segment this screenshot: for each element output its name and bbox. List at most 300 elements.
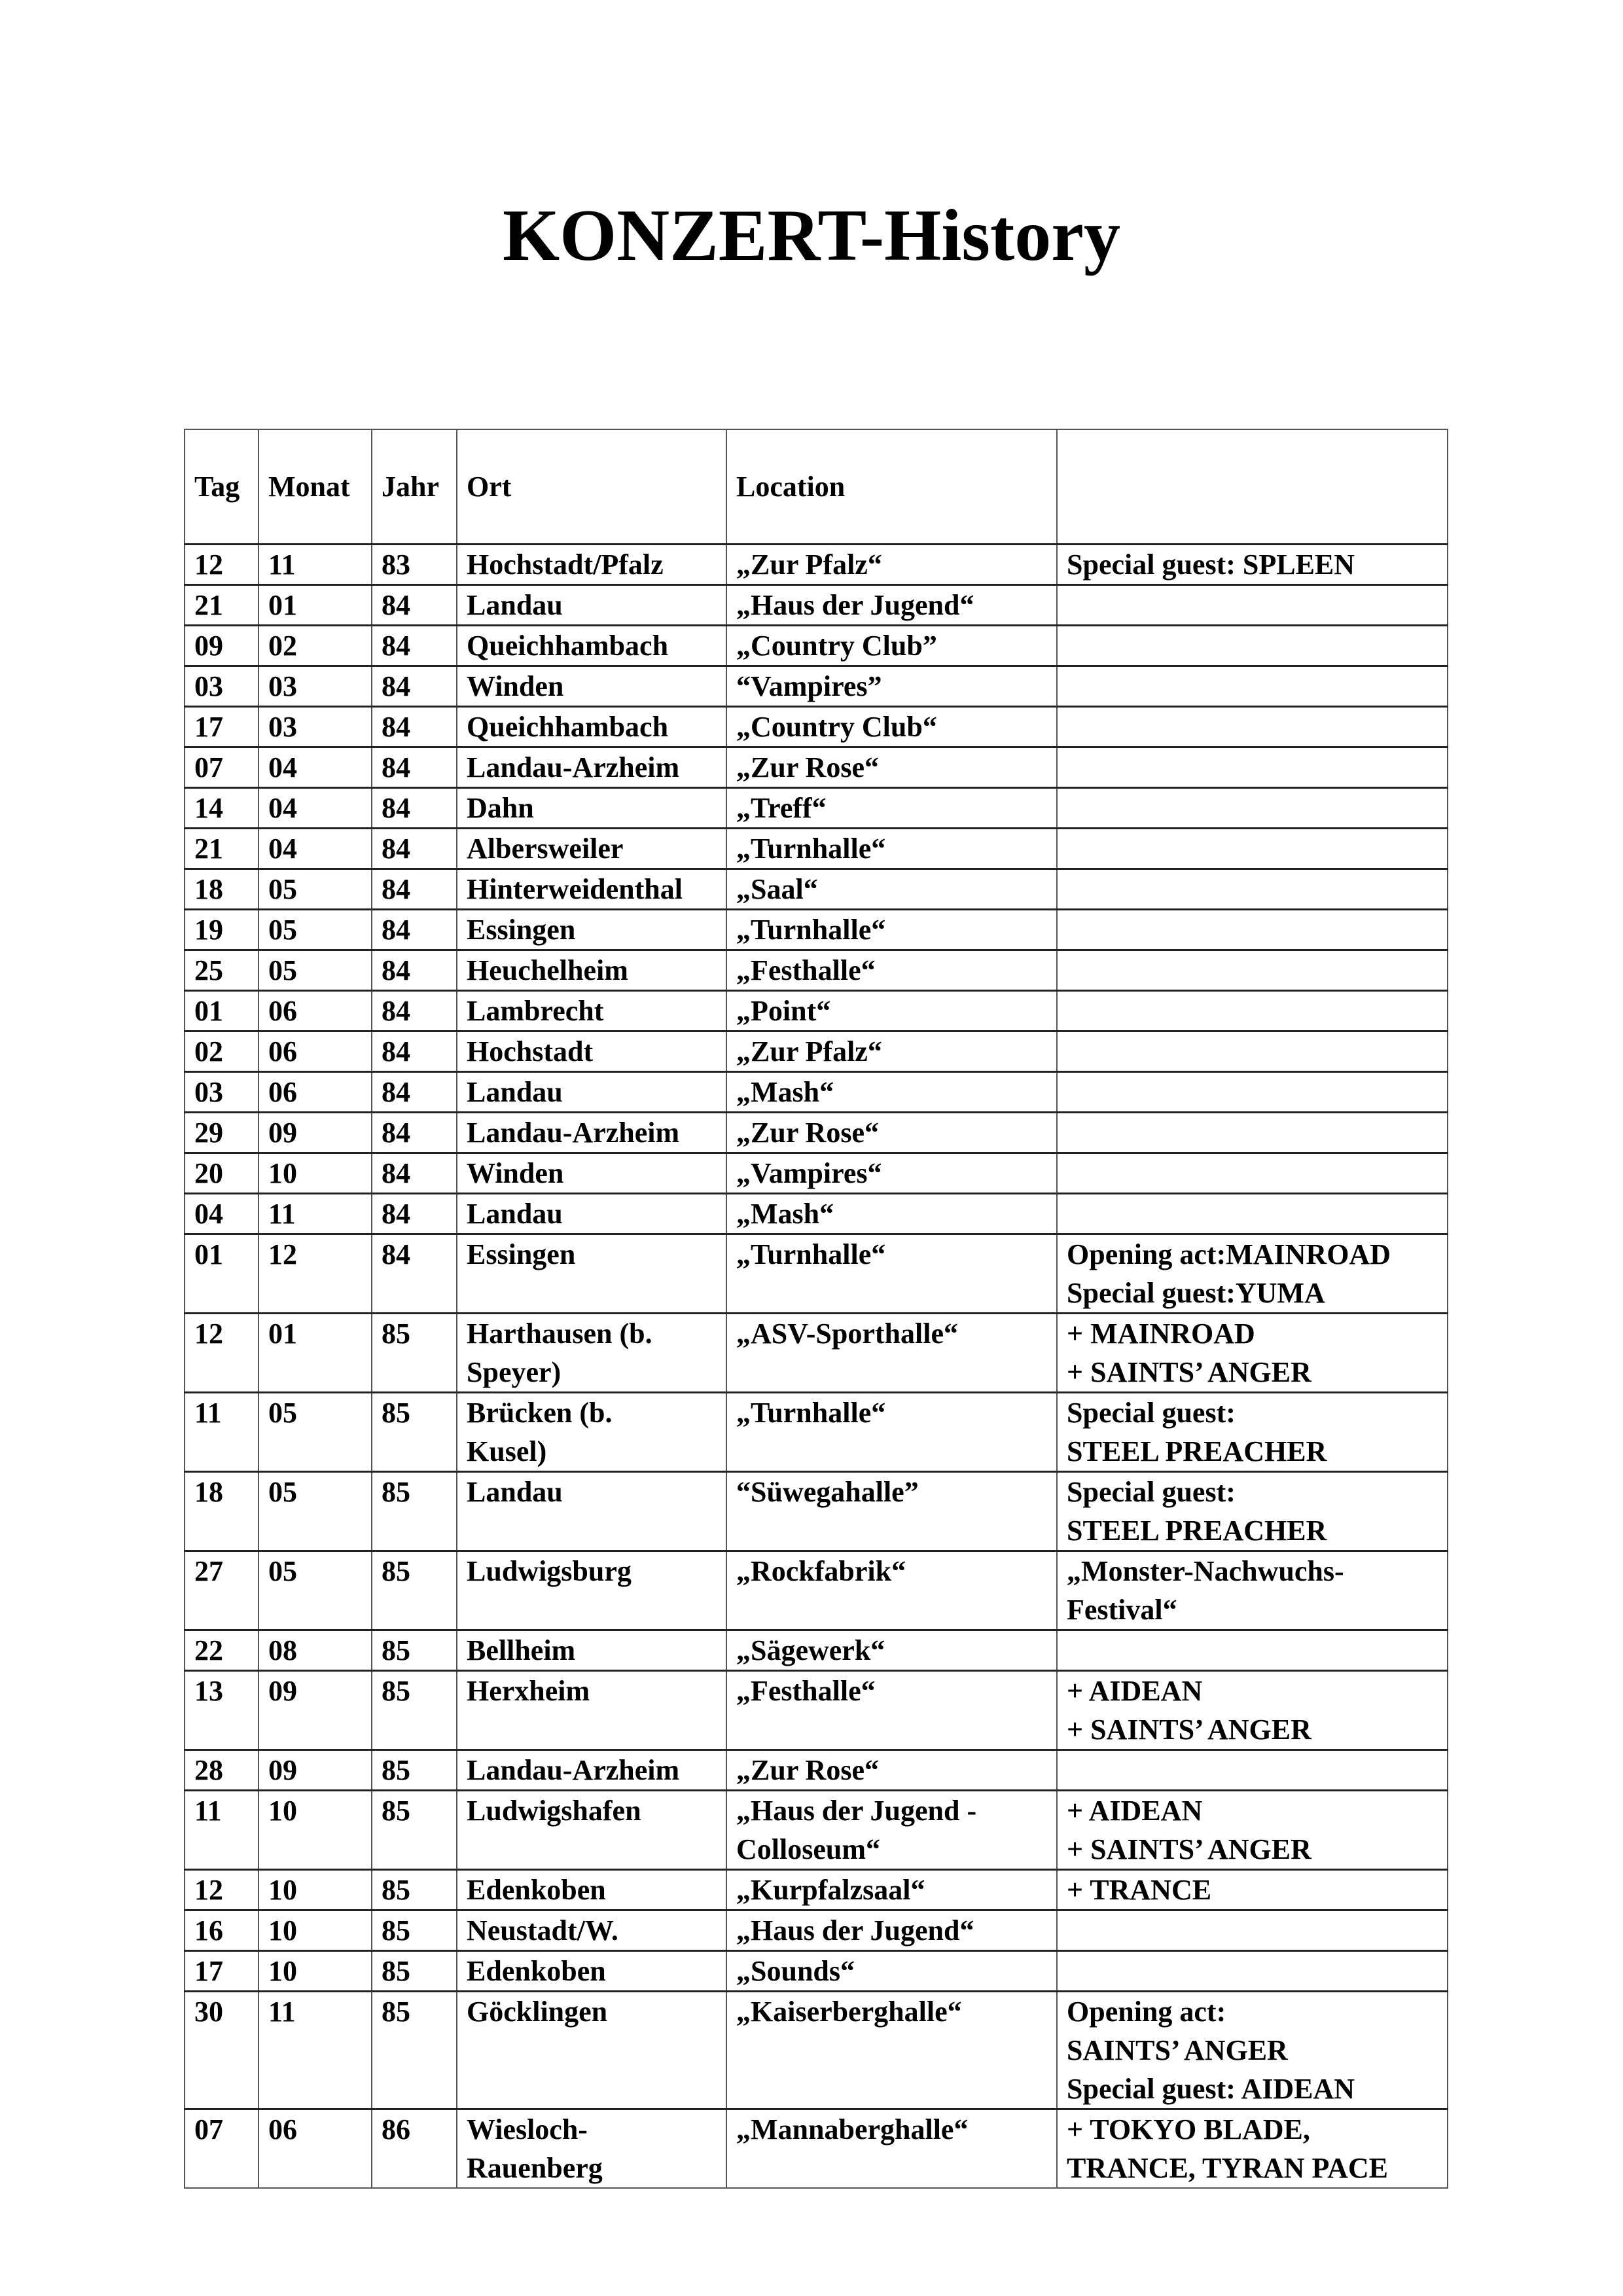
cell-location-text: „Kaiserberghalle“ [736,1996,962,2028]
cell-monat-text: 12 [268,1238,297,1270]
table-row [185,1551,1448,1630]
cell-jahr-text: 84 [382,1198,410,1230]
cell-jahr [372,1992,457,2109]
cell-jahr-text: 84 [382,792,410,824]
cell-location [726,788,1057,829]
cell-monat-text: 05 [268,1555,297,1587]
cell-monat [259,910,372,950]
cell-jahr [372,1194,457,1234]
cell-ort-text: Hochstadt [467,1035,594,1067]
cell-monat [259,1671,372,1750]
cell-monat-text: 11 [268,1996,296,2028]
cell-note-text: „Monster-Nachwuchs- [1067,1555,1344,1587]
cell-monat-text: 03 [268,670,297,702]
cell-location-text: „Zur Rose“ [736,751,879,783]
cell-tag-text: 18 [194,873,223,905]
cell-ort-text: Winden [467,1157,564,1189]
cell-monat-text: 06 [268,1076,297,1108]
cell-jahr-text: 84 [382,589,410,621]
cell-jahr [372,950,457,991]
cell-ort-text: Lambrecht [467,995,604,1027]
cell-note [1057,1951,1448,1992]
cell-monat [259,950,372,991]
cell-location [726,1472,1057,1551]
cell-note-text: Special guest: [1067,1476,1236,1508]
cell-location-text: „Point“ [736,995,831,1027]
cell-ort [457,1234,726,1314]
cell-monat-text: 09 [268,1754,297,1786]
cell-tag [185,829,259,869]
cell-jahr [372,1234,457,1314]
cell-tag [185,1472,259,1551]
cell-location [726,1630,1057,1671]
cell-tag-text: 21 [194,589,223,621]
header-location: Location [726,429,1057,545]
cell-ort-text: Albersweiler [467,833,624,865]
cell-monat [259,1951,372,1992]
cell-location-text: Colloseum“ [736,1833,880,1865]
cell-ort-text: Dahn [467,792,534,824]
cell-ort [457,1951,726,1992]
cell-ort-text: Neustadt/W. [467,1914,618,1946]
cell-ort-text: Rauenberg [467,2152,603,2184]
cell-tag [185,666,259,707]
table-row [185,1314,1448,1393]
cell-monat [259,829,372,869]
cell-jahr-text: 85 [382,1795,410,1827]
table-row [185,1630,1448,1671]
cell-note-text: TRANCE, TYRAN PACE [1067,2152,1388,2184]
cell-location [726,545,1057,585]
cell-monat-text: 04 [268,792,297,824]
cell-jahr-text: 85 [382,1955,410,1987]
table-row [185,910,1448,950]
cell-jahr-text: 85 [382,1914,410,1946]
cell-monat-text: 09 [268,1675,297,1707]
cell-note [1057,1992,1448,2109]
cell-tag-text: 12 [194,548,223,581]
cell-location [726,910,1057,950]
cell-jahr [372,1870,457,1910]
cell-note [1057,1314,1448,1393]
header-monat: Monat [259,429,372,545]
cell-tag [185,1031,259,1072]
cell-jahr-text: 85 [382,1555,410,1587]
cell-tag [185,1153,259,1194]
table-row [185,1472,1448,1551]
cell-tag-text: 12 [194,1318,223,1350]
cell-jahr-text: 84 [382,711,410,743]
cell-note [1057,1113,1448,1153]
cell-jahr [372,829,457,869]
cell-location-text: „Mash“ [736,1198,834,1230]
cell-jahr-text: 85 [382,1476,410,1508]
cell-ort-text: Harthausen (b. [467,1318,652,1350]
cell-note [1057,1791,1448,1870]
cell-tag-text: 18 [194,1476,223,1508]
cell-location [726,1870,1057,1910]
cell-location-text: „Country Club“ [736,711,937,743]
cell-note [1057,1630,1448,1671]
cell-tag-text: 04 [194,1198,223,1230]
header-tag: Tag [185,429,259,545]
concert-history-table [184,429,1448,2189]
cell-ort-text: Landau-Arzheim [467,1117,680,1149]
cell-tag [185,1314,259,1393]
cell-location-text: „Sägewerk“ [736,1634,885,1666]
cell-ort [457,1472,726,1551]
cell-location [726,829,1057,869]
cell-ort [457,1671,726,1750]
cell-location-text: „Turnhalle“ [736,914,886,946]
cell-ort [457,1194,726,1234]
cell-jahr [372,1113,457,1153]
cell-monat [259,585,372,626]
cell-note-text: STEEL PREACHER [1067,1515,1327,1547]
cell-monat [259,1194,372,1234]
cell-jahr [372,869,457,910]
cell-location [726,869,1057,910]
cell-tag [185,1551,259,1630]
cell-jahr [372,707,457,747]
table-row [185,2109,1448,2189]
cell-monat-text: 06 [268,2113,297,2145]
cell-ort [457,1910,726,1951]
cell-jahr-text: 84 [382,873,410,905]
cell-note [1057,1910,1448,1951]
cell-monat-text: 03 [268,711,297,743]
cell-tag-text: 27 [194,1555,223,1587]
table-row [185,829,1448,869]
cell-ort [457,545,726,585]
cell-tag-text: 29 [194,1117,223,1149]
cell-location [726,626,1057,666]
table-row [185,1992,1448,2109]
cell-tag [185,626,259,666]
cell-ort [457,707,726,747]
cell-jahr [372,2109,457,2189]
cell-location [726,747,1057,788]
cell-location-text: „Zur Rose“ [736,1754,879,1786]
cell-note [1057,910,1448,950]
cell-location-text: „Zur Rose“ [736,1117,879,1149]
cell-monat-text: 06 [268,1035,297,1067]
cell-jahr [372,1750,457,1791]
cell-monat [259,747,372,788]
cell-tag [185,950,259,991]
cell-tag-text: 21 [194,833,223,865]
cell-jahr-text: 84 [382,1035,410,1067]
cell-monat [259,545,372,585]
cell-note-text: + SAINTS’ ANGER [1067,1833,1311,1865]
cell-jahr-text: 85 [382,1874,410,1906]
cell-tag-text: 01 [194,995,223,1027]
cell-location [726,1951,1057,1992]
cell-monat [259,1234,372,1314]
cell-ort [457,1393,726,1472]
cell-location [726,991,1057,1031]
cell-ort [457,1791,726,1870]
cell-monat-text: 10 [268,1157,297,1189]
cell-location-text: „Turnhalle“ [736,833,886,865]
header-notes [1057,429,1448,545]
cell-monat [259,1314,372,1393]
cell-note-text: SAINTS’ ANGER [1067,2034,1288,2066]
cell-tag-text: 11 [194,1397,222,1429]
table-row [185,788,1448,829]
cell-monat-text: 10 [268,1795,297,1827]
cell-monat-text: 05 [268,954,297,986]
cell-ort-text: Winden [467,670,564,702]
cell-jahr [372,1951,457,1992]
header-ort: Ort [457,429,726,545]
cell-tag [185,1630,259,1671]
cell-note-text: + TRANCE [1067,1874,1212,1906]
cell-tag-text: 16 [194,1914,223,1946]
cell-ort [457,1870,726,1910]
cell-location-text: „Rockfabrik“ [736,1555,906,1587]
cell-jahr-text: 84 [382,1238,410,1270]
cell-jahr-text: 84 [382,1076,410,1108]
cell-tag-text: 13 [194,1675,223,1707]
cell-jahr-text: 84 [382,751,410,783]
cell-jahr [372,585,457,626]
table-row [185,1194,1448,1234]
cell-tag [185,1671,259,1750]
cell-location [726,1234,1057,1314]
cell-tag-text: 17 [194,711,223,743]
cell-jahr [372,1791,457,1870]
cell-ort-text: Herxheim [467,1675,590,1707]
cell-note-text: STEEL PREACHER [1067,1435,1327,1467]
cell-ort-text: Ludwigsburg [467,1555,632,1587]
cell-tag [185,1194,259,1234]
cell-ort [457,666,726,707]
cell-monat-text: 05 [268,914,297,946]
cell-ort-text: Edenkoben [467,1874,606,1906]
cell-jahr [372,1031,457,1072]
cell-location-text: „Country Club” [736,630,937,662]
cell-note [1057,1393,1448,1472]
cell-note [1057,1072,1448,1113]
cell-tag [185,1750,259,1791]
cell-location [726,1910,1057,1951]
cell-note [1057,2109,1448,2189]
cell-note-text: Special guest: SPLEEN [1067,548,1355,581]
table-row [185,1393,1448,1472]
cell-tag [185,1870,259,1910]
cell-location-text: „Mash“ [736,1076,834,1108]
cell-tag-text: 03 [194,1076,223,1108]
cell-location [726,1194,1057,1234]
header-jahr: Jahr [372,429,457,545]
cell-ort [457,1314,726,1393]
cell-tag [185,991,259,1031]
cell-jahr [372,1314,457,1393]
cell-monat-text: 10 [268,1955,297,1987]
cell-jahr [372,1072,457,1113]
cell-location-text: „ASV-Sporthalle“ [736,1318,958,1350]
table-row [185,666,1448,707]
cell-ort [457,1750,726,1791]
cell-ort-text: Essingen [467,1238,576,1270]
cell-note-text: Opening act: [1067,1996,1226,2028]
cell-ort-text: Edenkoben [467,1955,606,1987]
cell-ort [457,829,726,869]
cell-ort-text: Landau [467,1198,563,1230]
cell-location-text: „Sounds“ [736,1955,855,1987]
cell-tag-text: 30 [194,1996,223,2028]
cell-ort [457,1031,726,1072]
cell-note [1057,747,1448,788]
cell-jahr-text: 84 [382,670,410,702]
cell-ort-text: Heuchelheim [467,954,628,986]
cell-note [1057,707,1448,747]
table-row [185,1031,1448,1072]
cell-tag-text: 02 [194,1035,223,1067]
cell-jahr [372,1472,457,1551]
cell-jahr-text: 85 [382,1397,410,1429]
cell-ort-text: Speyer) [467,1356,562,1388]
cell-jahr [372,666,457,707]
cell-location [726,950,1057,991]
cell-tag-text: 07 [194,751,223,783]
cell-monat-text: 01 [268,589,297,621]
cell-jahr-text: 85 [382,1318,410,1350]
cell-location-text: “Süwegahalle” [736,1476,919,1508]
cell-tag-text: 11 [194,1795,222,1827]
cell-monat [259,1113,372,1153]
cell-note-text: Opening act:MAINROAD [1067,1238,1391,1270]
cell-tag [185,910,259,950]
cell-ort-text: Wiesloch- [467,2113,588,2145]
cell-monat [259,1472,372,1551]
cell-jahr-text: 85 [382,1634,410,1666]
cell-jahr-text: 84 [382,1157,410,1189]
cell-ort-text: Ludwigshafen [467,1795,641,1827]
cell-note [1057,666,1448,707]
cell-monat-text: 04 [268,751,297,783]
cell-jahr-text: 83 [382,548,410,581]
cell-tag-text: 12 [194,1874,223,1906]
table-row [185,1750,1448,1791]
cell-location [726,1671,1057,1750]
cell-tag-text: 17 [194,1955,223,1987]
cell-jahr-text: 84 [382,630,410,662]
cell-ort-text: Essingen [467,914,576,946]
cell-jahr [372,1153,457,1194]
cell-location-text: „Festhalle“ [736,954,876,986]
cell-note [1057,1671,1448,1750]
cell-location-text: „Zur Pfalz“ [736,548,882,581]
cell-tag [185,1113,259,1153]
cell-location-text: „Saal“ [736,873,818,905]
cell-monat [259,1870,372,1910]
cell-note [1057,788,1448,829]
page-title: KONZERT-History [502,195,1120,276]
cell-ort [457,869,726,910]
cell-tag [185,1234,259,1314]
cell-ort [457,950,726,991]
cell-location [726,1791,1057,1870]
table-row [185,747,1448,788]
cell-tag-text: 20 [194,1157,223,1189]
cell-note [1057,585,1448,626]
cell-location [726,2109,1057,2189]
cell-monat [259,991,372,1031]
cell-ort [457,1113,726,1153]
cell-ort [457,626,726,666]
table-row [185,950,1448,991]
cell-monat-text: 09 [268,1117,297,1149]
cell-note [1057,1194,1448,1234]
cell-monat [259,1750,372,1791]
cell-tag [185,1072,259,1113]
cell-location [726,1750,1057,1791]
cell-jahr [372,626,457,666]
cell-note-text: + AIDEAN [1067,1795,1203,1827]
cell-jahr [372,1630,457,1671]
table-row [185,1910,1448,1951]
cell-ort-text: Landau [467,589,563,621]
cell-ort-text: Bellheim [467,1634,576,1666]
cell-note-text: + SAINTS’ ANGER [1067,1713,1311,1746]
cell-location-text: „Turnhalle“ [736,1397,886,1429]
cell-monat [259,1910,372,1951]
cell-tag [185,869,259,910]
cell-note [1057,1870,1448,1910]
cell-location-text: „Haus der Jugend“ [736,1914,974,1946]
cell-monat-text: 10 [268,1914,297,1946]
table-row [185,869,1448,910]
cell-location-text: „Haus der Jugend - [736,1795,977,1827]
cell-note [1057,991,1448,1031]
table-row [185,1234,1448,1314]
cell-location [726,666,1057,707]
cell-location-text: „Zur Pfalz“ [736,1035,882,1067]
cell-ort [457,1153,726,1194]
cell-ort-text: Brücken (b. [467,1397,613,1429]
cell-note [1057,1750,1448,1791]
cell-jahr-text: 84 [382,954,410,986]
cell-note [1057,1472,1448,1551]
cell-ort [457,788,726,829]
table-row [185,1153,1448,1194]
cell-note-text: Special guest: AIDEAN [1067,2073,1355,2105]
table-row [185,626,1448,666]
cell-tag-text: 03 [194,670,223,702]
cell-ort [457,1630,726,1671]
cell-ort-text: Kusel) [467,1435,547,1467]
table-row [185,1072,1448,1113]
cell-location [726,1113,1057,1153]
cell-monat [259,788,372,829]
cell-ort-text: Hinterweidenthal [467,873,683,905]
cell-note-text: + SAINTS’ ANGER [1067,1356,1311,1388]
cell-location [726,707,1057,747]
cell-tag-text: 25 [194,954,223,986]
cell-jahr [372,747,457,788]
cell-location-text: „Mannaberghalle“ [736,2113,969,2145]
cell-tag [185,585,259,626]
cell-monat-text: 02 [268,630,297,662]
cell-tag [185,1791,259,1870]
cell-jahr-text: 85 [382,1754,410,1786]
cell-monat [259,1072,372,1113]
cell-note [1057,545,1448,585]
cell-ort-text: Queichhambach [467,630,669,662]
cell-ort [457,1551,726,1630]
